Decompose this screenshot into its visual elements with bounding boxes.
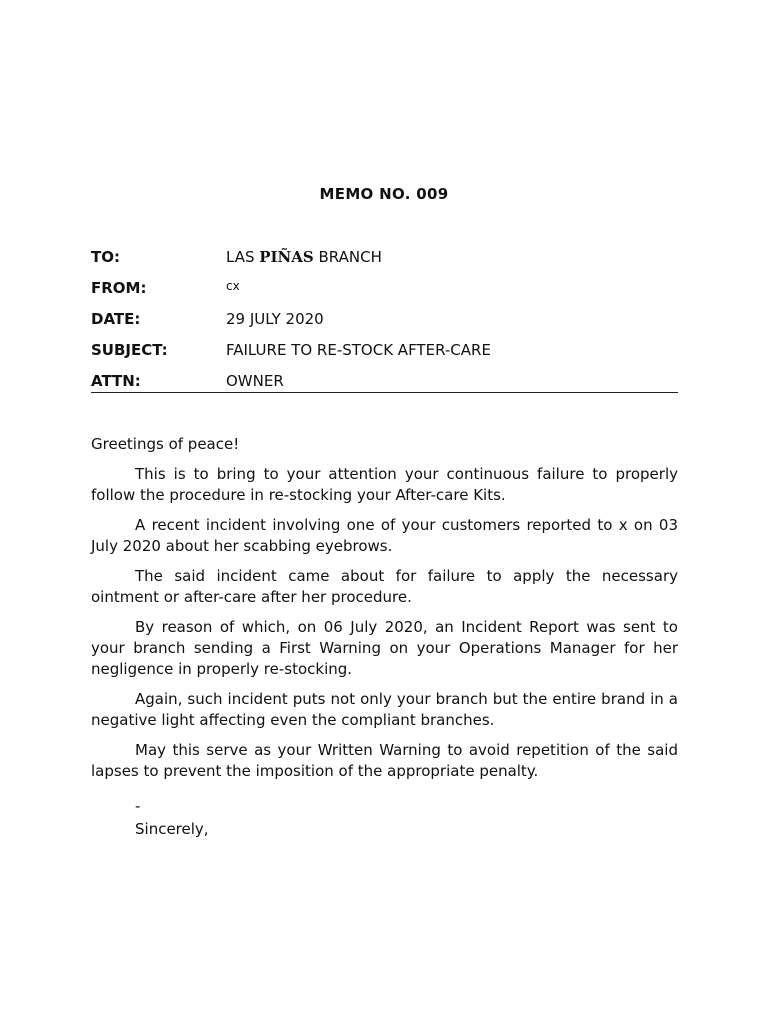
memo-body <box>91 434 678 840</box>
to-row <box>91 248 678 279</box>
date-row <box>91 310 678 341</box>
body-paragraph: Again, such incident puts not only your branch but the entire brand in a negative light affecting even the compliant branches. <box>91 690 678 729</box>
to-value-branch-name: PIÑAS <box>259 248 314 266</box>
subject-label: SUBJECT: <box>91 341 168 359</box>
body-paragraph: This is to bring to your attention your continuous failure to properly follow the procedure in re-stocking your After-care Kits. <box>91 465 678 504</box>
body-paragraph: May this serve as your Written Warning to avoid repetition of the said lapses to prevent the imposition of the appropriate penalty. <box>91 741 678 780</box>
to-value <box>226 248 382 266</box>
from-row <box>91 279 678 310</box>
to-value-suffix: BRANCH <box>313 248 382 266</box>
attn-row <box>91 372 678 403</box>
date-label: DATE: <box>91 310 141 328</box>
greeting: Greetings of peace! <box>91 435 240 453</box>
memo-title: MEMO NO. 009 <box>319 185 449 203</box>
date-value: 29 JULY 2020 <box>226 310 324 328</box>
from-label: FROM: <box>91 279 147 297</box>
body-paragraph: By reason of which, on 06 July 2020, an Incident Report was sent to your branch sending a First Warning on your Operations Manager for her negligence in properly re-stocking. <box>91 618 678 678</box>
attn-value: OWNER <box>226 372 284 390</box>
to-label: TO: <box>91 248 120 266</box>
body-paragraph: A recent incident involving one of your customers reported to x on 03 July 2020 about her scabbing eyebrows. <box>91 516 678 555</box>
subject-value: FAILURE TO RE-STOCK AFTER-CARE <box>226 341 491 359</box>
to-value-prefix: LAS <box>226 248 260 266</box>
subject-row <box>91 341 678 372</box>
signature-dash: - <box>135 797 141 815</box>
header-divider <box>91 392 678 393</box>
memo-header <box>91 248 678 403</box>
attn-label: ATTN: <box>91 372 141 390</box>
body-paragraph: The said incident came about for failure to apply the necessary ointment or after-care after her procedure. <box>91 567 678 606</box>
closing: Sincerely, <box>135 820 209 838</box>
from-value: cx <box>226 279 240 293</box>
